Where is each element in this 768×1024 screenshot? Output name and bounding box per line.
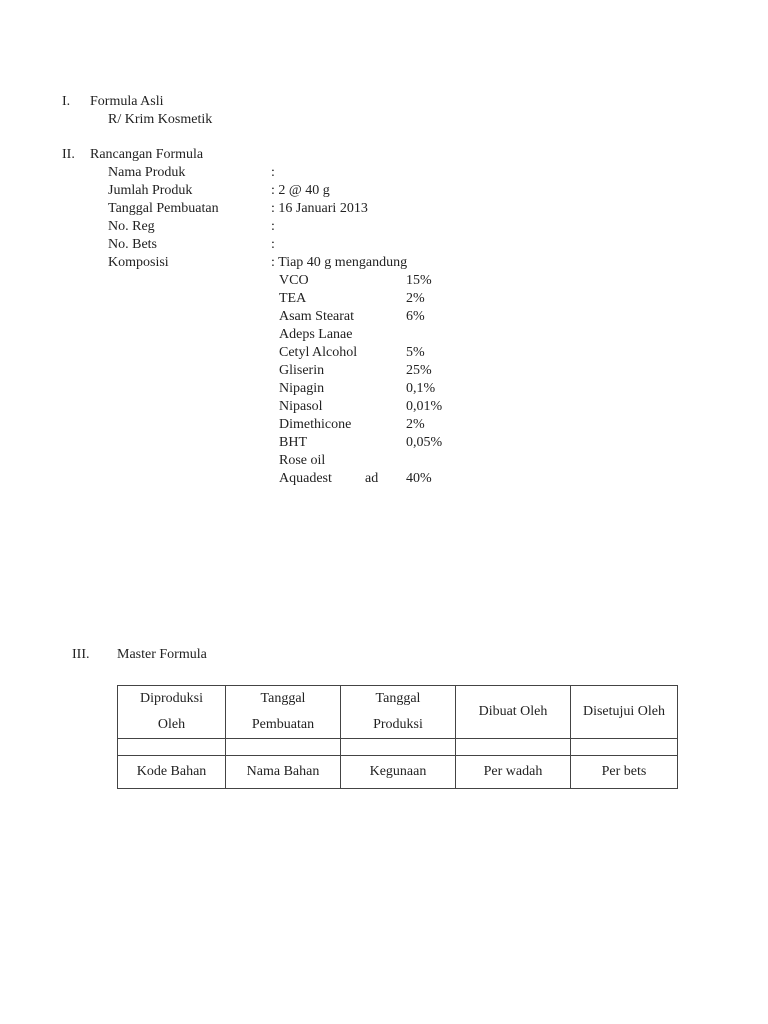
ingredient-name: TEA bbox=[279, 291, 307, 306]
ingredient-percent: 25% bbox=[406, 363, 432, 378]
table-cell: Nama Bahan bbox=[226, 756, 341, 789]
table-cell: Per wadah bbox=[456, 756, 571, 789]
field-label: No. Bets bbox=[108, 237, 157, 252]
field-label: Jumlah Produk bbox=[108, 183, 193, 198]
header-line: Disetujui Oleh bbox=[582, 704, 666, 719]
field-value: : Tiap 40 g mengandung bbox=[271, 255, 408, 270]
ingredient-name: BHT bbox=[279, 435, 307, 450]
section1-number: I. bbox=[62, 94, 71, 109]
table-cell: Kode Bahan bbox=[118, 756, 226, 789]
section1-line: R/ Krim Kosmetik bbox=[108, 112, 213, 127]
field-value: : bbox=[271, 219, 275, 234]
ingredient-percent: 2% bbox=[406, 291, 425, 306]
header-line: Oleh bbox=[157, 717, 186, 732]
field-value: : 2 @ 40 g bbox=[271, 183, 330, 198]
section3-number: III. bbox=[72, 647, 90, 662]
table-cell: Per bets bbox=[571, 756, 678, 789]
ingredient-percent: 15% bbox=[406, 273, 432, 288]
master-formula-table bbox=[117, 685, 678, 789]
ingredient-name: Nipagin bbox=[279, 381, 325, 396]
table-cell bbox=[571, 739, 678, 756]
ingredient-percent: 0,01% bbox=[406, 399, 443, 414]
ingredient-name: Adeps Lanae bbox=[279, 327, 353, 342]
field-value: : bbox=[271, 165, 275, 180]
ingredient-percent: 6% bbox=[406, 309, 425, 324]
ingredient-percent: 0,1% bbox=[406, 381, 436, 396]
ingredient-ad: ad bbox=[365, 471, 379, 486]
section2-title: Rancangan Formula bbox=[90, 147, 204, 162]
table-header-cell bbox=[341, 686, 456, 739]
table-header-cell bbox=[456, 686, 571, 739]
field-value: : bbox=[271, 237, 275, 252]
field-label: Komposisi bbox=[108, 255, 169, 270]
table-header-cell bbox=[118, 686, 226, 739]
table-row bbox=[118, 686, 678, 739]
header-line: Tanggal bbox=[375, 691, 421, 706]
table-cell bbox=[118, 739, 226, 756]
section3-title: Master Formula bbox=[117, 647, 207, 662]
table-row bbox=[118, 756, 678, 789]
section2-number: II. bbox=[62, 147, 75, 162]
table-cell bbox=[456, 739, 571, 756]
table-header-cell bbox=[226, 686, 341, 739]
field-label: Nama Produk bbox=[108, 165, 186, 180]
header-line: Produksi bbox=[373, 717, 423, 732]
header-line: Diproduksi bbox=[140, 691, 203, 706]
table-cell bbox=[226, 739, 341, 756]
ingredient-percent: 5% bbox=[406, 345, 425, 360]
ingredient-name: Asam Stearat bbox=[279, 309, 355, 324]
table-cell: Kegunaan bbox=[341, 756, 456, 789]
header-line: Tanggal bbox=[260, 691, 306, 706]
ingredient-name: Aquadest bbox=[279, 471, 332, 486]
ingredient-name: Dimethicone bbox=[279, 417, 352, 432]
ingredient-name: VCO bbox=[279, 273, 309, 288]
field-label: No. Reg bbox=[108, 219, 155, 234]
ingredient-name: Gliserin bbox=[279, 363, 325, 378]
ingredient-name: Cetyl Alcohol bbox=[279, 345, 358, 360]
ingredient-percent: 0,05% bbox=[406, 435, 443, 450]
header-line: Dibuat Oleh bbox=[478, 704, 548, 719]
ingredient-percent: 2% bbox=[406, 417, 425, 432]
section1-title: Formula Asli bbox=[90, 94, 164, 109]
field-label: Tanggal Pembuatan bbox=[108, 201, 219, 216]
field-value: : 16 Januari 2013 bbox=[271, 201, 368, 216]
table-header-cell bbox=[571, 686, 678, 739]
table-cell bbox=[341, 739, 456, 756]
ingredient-name: Rose oil bbox=[279, 453, 326, 468]
ingredient-name: Nipasol bbox=[279, 399, 323, 414]
table-row bbox=[118, 739, 678, 756]
ingredient-percent: 40% bbox=[406, 471, 432, 486]
header-line: Pembuatan bbox=[251, 717, 315, 732]
